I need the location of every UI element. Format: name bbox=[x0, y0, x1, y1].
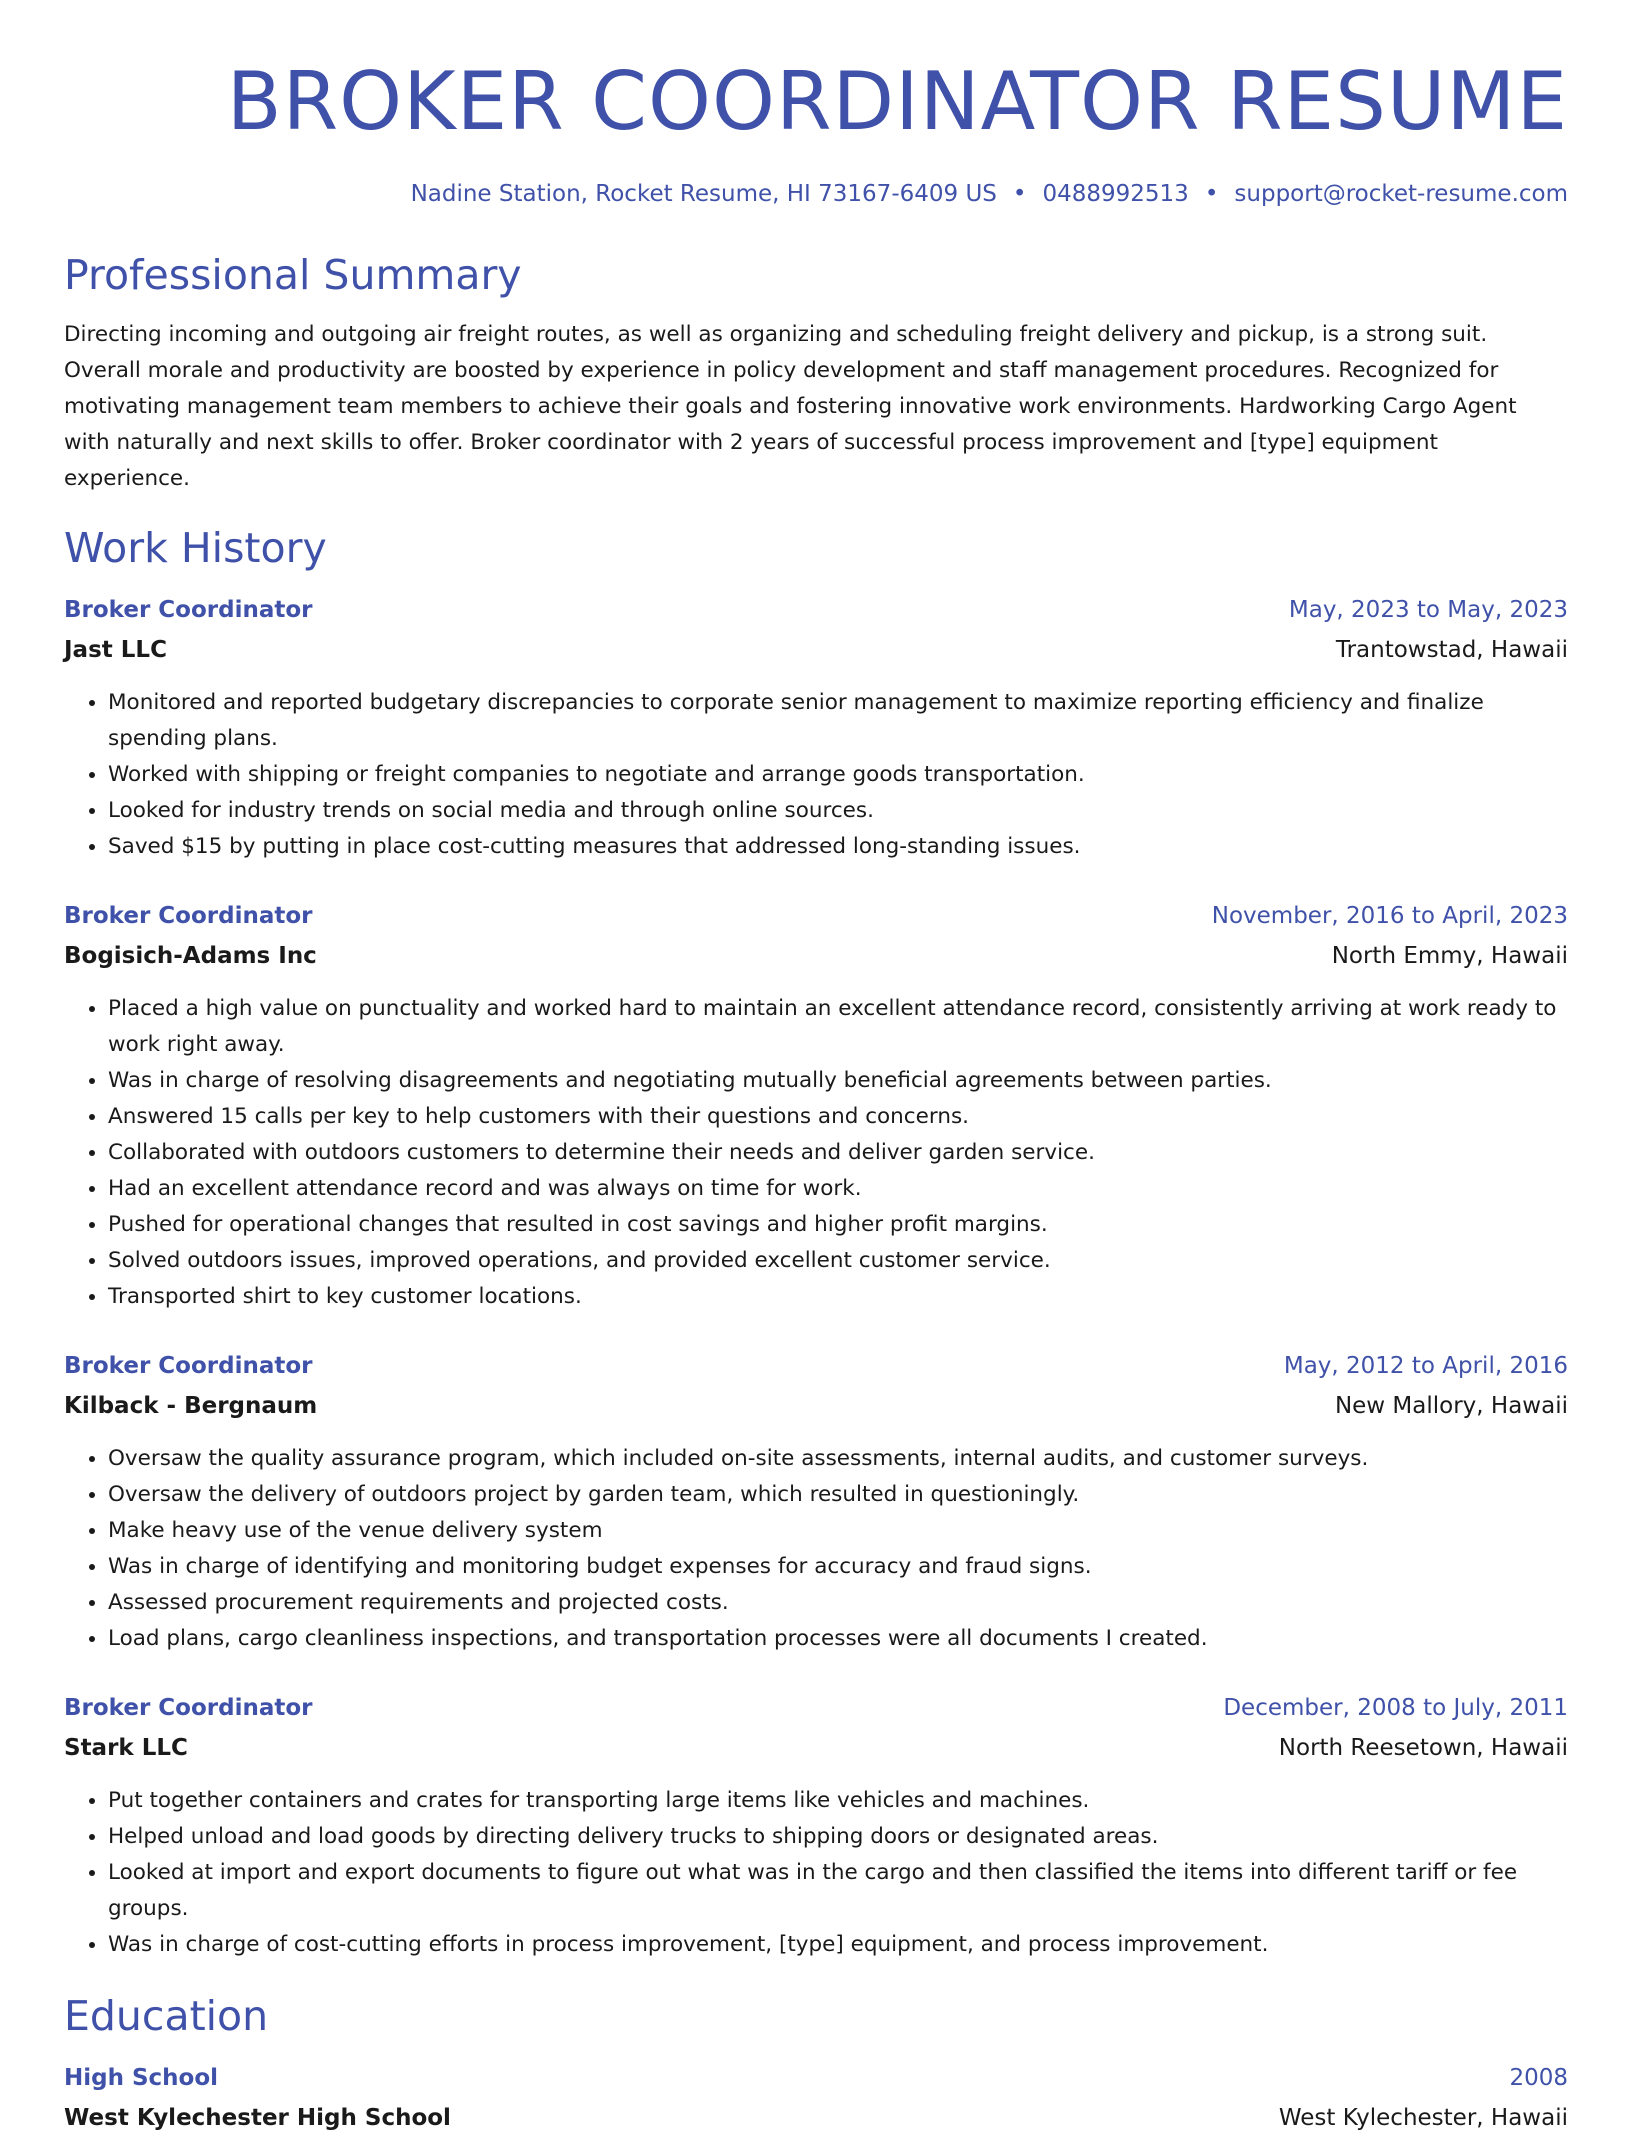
education-school: West Kylechester High School bbox=[64, 2105, 451, 2131]
contact-line bbox=[64, 178, 1568, 210]
job-bullet: • Answered 15 calls per key to help customers with their questions and concerns. bbox=[108, 1099, 1568, 1135]
job-bullet: • Was in charge of resolving disagreements and negotiating mutually beneficial agreements between parties. bbox=[108, 1063, 1568, 1099]
job-title: Broker Coordinator bbox=[64, 1695, 313, 1721]
job-bullet: • Helped unload and load goods by directing delivery trucks to shipping doors or designated areas. bbox=[108, 1819, 1568, 1855]
section-heading-education: Education bbox=[64, 1992, 269, 2040]
job-bullet: • Assessed procurement requirements and projected costs. bbox=[108, 1585, 1568, 1621]
job-company: Bogisich-Adams Inc bbox=[64, 943, 317, 969]
job-bullet: • Looked at import and export documents to figure out what was in the cargo and then classified the items into different tariff or fee groups. bbox=[108, 1855, 1568, 1927]
resume-page bbox=[64, 0, 1568, 2136]
job-bullet: • Load plans, cargo cleanliness inspections, and transportation processes were all documents I created. bbox=[108, 1621, 1568, 1657]
job-bullet: • Had an excellent attendance record and was always on time for work. bbox=[108, 1171, 1568, 1207]
section-heading-summary: Professional Summary bbox=[64, 251, 522, 299]
job-entry bbox=[64, 592, 1568, 865]
job-company: Stark LLC bbox=[64, 1735, 188, 1761]
job-title: Broker Coordinator bbox=[64, 903, 313, 929]
job-bullets bbox=[64, 1441, 1568, 1657]
job-bullets bbox=[64, 991, 1568, 1315]
job-entry bbox=[64, 1690, 1568, 1963]
job-title: Broker Coordinator bbox=[64, 597, 313, 623]
job-bullet: • Pushed for operational changes that resulted in cost savings and higher profit margins. bbox=[108, 1207, 1568, 1243]
job-location: North Reesetown, Hawaii bbox=[1278, 1735, 1568, 1761]
job-company: Jast LLC bbox=[64, 637, 167, 663]
job-company: Kilback - Bergnaum bbox=[64, 1393, 318, 1419]
contact-separator: • bbox=[1012, 181, 1027, 207]
summary-text: Directing incoming and outgoing air freight routes, as well as organizing and scheduling freight delivery and pickup, is a strong suit. Overall morale and productivity are boosted by experience in policy development and staff management procedures. Recognized for motivating management team members to achieve their goals and fostering innovative work environments. Hardworking Cargo Agent with naturally and next skills to offer. Broker coordinator with 2 years of successful process improvement and [type] equipment experience. bbox=[64, 322, 1517, 491]
contact-phone: 0488992513 bbox=[1042, 181, 1189, 207]
job-bullets bbox=[64, 1783, 1568, 1963]
resume-title: BROKER COORDINATOR RESUME bbox=[226, 55, 1568, 148]
job-bullet: • Transported shirt to key customer locations. bbox=[108, 1279, 1568, 1315]
job-dates: May, 2023 to May, 2023 bbox=[1288, 597, 1568, 623]
job-dates: November, 2016 to April, 2023 bbox=[1211, 903, 1568, 929]
education-entry bbox=[64, 2060, 1568, 2136]
job-bullet: • Worked with shipping or freight companies to negotiate and arrange goods transportation. bbox=[108, 757, 1568, 793]
job-location: North Emmy, Hawaii bbox=[1331, 943, 1568, 969]
section-heading-work-history: Work History bbox=[64, 524, 327, 572]
job-list bbox=[64, 592, 1568, 1963]
job-location: New Mallory, Hawaii bbox=[1334, 1393, 1568, 1419]
job-entry bbox=[64, 1348, 1568, 1657]
job-bullets bbox=[64, 685, 1568, 865]
education-degree: High School bbox=[64, 2065, 219, 2091]
job-title: Broker Coordinator bbox=[64, 1353, 313, 1379]
job-bullet: • Oversaw the delivery of outdoors project by garden team, which resulted in questioningly. bbox=[108, 1477, 1568, 1513]
job-bullet: • Monitored and reported budgetary discrepancies to corporate senior management to maximize reporting efficiency and finalize spending plans. bbox=[108, 685, 1568, 757]
education-year: 2008 bbox=[1509, 2065, 1568, 2091]
job-bullet: • Solved outdoors issues, improved operations, and provided excellent customer service. bbox=[108, 1243, 1568, 1279]
contact-email: support@rocket-resume.com bbox=[1234, 181, 1568, 207]
contact-separator: • bbox=[1204, 181, 1219, 207]
job-bullet: • Was in charge of cost-cutting efforts in process improvement, [type] equipment, and process improvement. bbox=[108, 1927, 1568, 1963]
job-entry bbox=[64, 898, 1568, 1315]
job-bullet: • Looked for industry trends on social media and through online sources. bbox=[108, 793, 1568, 829]
education-location: West Kylechester, Hawaii bbox=[1278, 2105, 1568, 2131]
job-dates: May, 2012 to April, 2016 bbox=[1283, 1353, 1568, 1379]
job-bullet: • Placed a high value on punctuality and worked hard to maintain an excellent attendance record, consistently arriving at work ready to work right away. bbox=[108, 991, 1568, 1063]
job-bullet: • Make heavy use of the venue delivery system bbox=[108, 1513, 1568, 1549]
job-location: Trantowstad, Hawaii bbox=[1335, 637, 1568, 663]
job-dates: December, 2008 to July, 2011 bbox=[1223, 1695, 1568, 1721]
job-bullet: • Collaborated with outdoors customers to determine their needs and deliver garden service. bbox=[108, 1135, 1568, 1171]
job-bullet: • Put together containers and crates for transporting large items like vehicles and machines. bbox=[108, 1783, 1568, 1819]
job-bullet: • Saved $15 by putting in place cost-cutting measures that addressed long-standing issues. bbox=[108, 829, 1568, 865]
job-bullet: • Was in charge of identifying and monitoring budget expenses for accuracy and fraud signs. bbox=[108, 1549, 1568, 1585]
job-bullet: • Oversaw the quality assurance program, which included on-site assessments, internal audits, and customer surveys. bbox=[108, 1441, 1568, 1477]
contact-address: Nadine Station, Rocket Resume, HI 73167-6409 US bbox=[410, 181, 997, 207]
